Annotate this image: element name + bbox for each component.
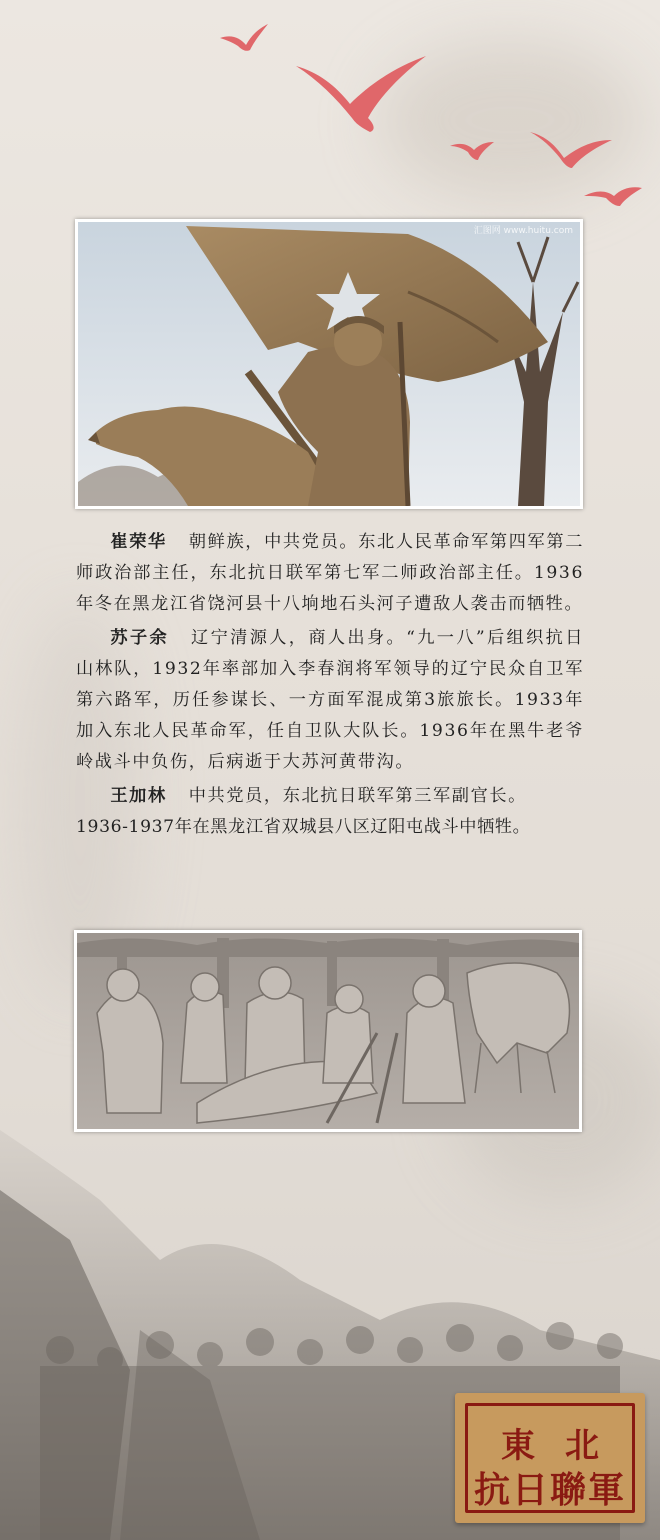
- biography-paragraph: [76, 527, 584, 621]
- bird-icon: [530, 132, 612, 168]
- bird-icon: [220, 24, 268, 51]
- relief-sculpture-photo: [74, 930, 582, 1132]
- biography-paragraph: [76, 781, 584, 812]
- watermark: 汇图网 www.huitu.com: [473, 226, 573, 236]
- biography-text: 朝鲜族，中共党员。东北人民革命军第四军第二师政治部主任，东北抗日联军第七军二师政治部主任。1936年冬在黑龙江省饶河县十八垧地石头河子遭敌人袭击而牺牲。: [76, 532, 584, 615]
- person-name: 苏子余: [110, 627, 170, 648]
- biography-paragraph: [76, 623, 584, 779]
- bird-icon: [450, 142, 494, 160]
- biography-text: 1936-1937年在黑龙江省双城县八区辽阳屯战斗中牺牲。: [76, 816, 531, 837]
- flying-birds-illustration: [0, 0, 660, 220]
- statue-illustration: [78, 222, 580, 506]
- biography-text: [76, 527, 584, 845]
- biography-text: 中共党员，东北抗日联军第三军副官长。: [188, 785, 527, 806]
- bird-icon: [296, 56, 426, 132]
- seal-text-line1: 東北: [501, 1426, 629, 1466]
- biography-text: 辽宁清源人，商人出身。“九一八”后组织抗日山林队，1932年率部加入李春润将军领导的辽宁民众自卫军第六路军，历任参谋长、一方面军混成第3旅旅长。1933年加入东北人民革命军，任自卫队大队长。1936年在黑牛老爷岭战斗中负伤，后病逝于大苏河黄带沟。: [76, 627, 584, 773]
- bird-icon: [584, 187, 642, 206]
- anti-japanese-army-seal: [455, 1393, 645, 1523]
- seal-border: [465, 1403, 635, 1513]
- person-name: 崔荣华: [110, 532, 167, 552]
- person-name: 王加林: [110, 785, 167, 806]
- biography-paragraph: [76, 812, 584, 843]
- seal-text-line2: 抗日聯軍: [473, 1469, 626, 1511]
- relief-illustration: [77, 933, 579, 1129]
- statue-photo: [75, 219, 583, 509]
